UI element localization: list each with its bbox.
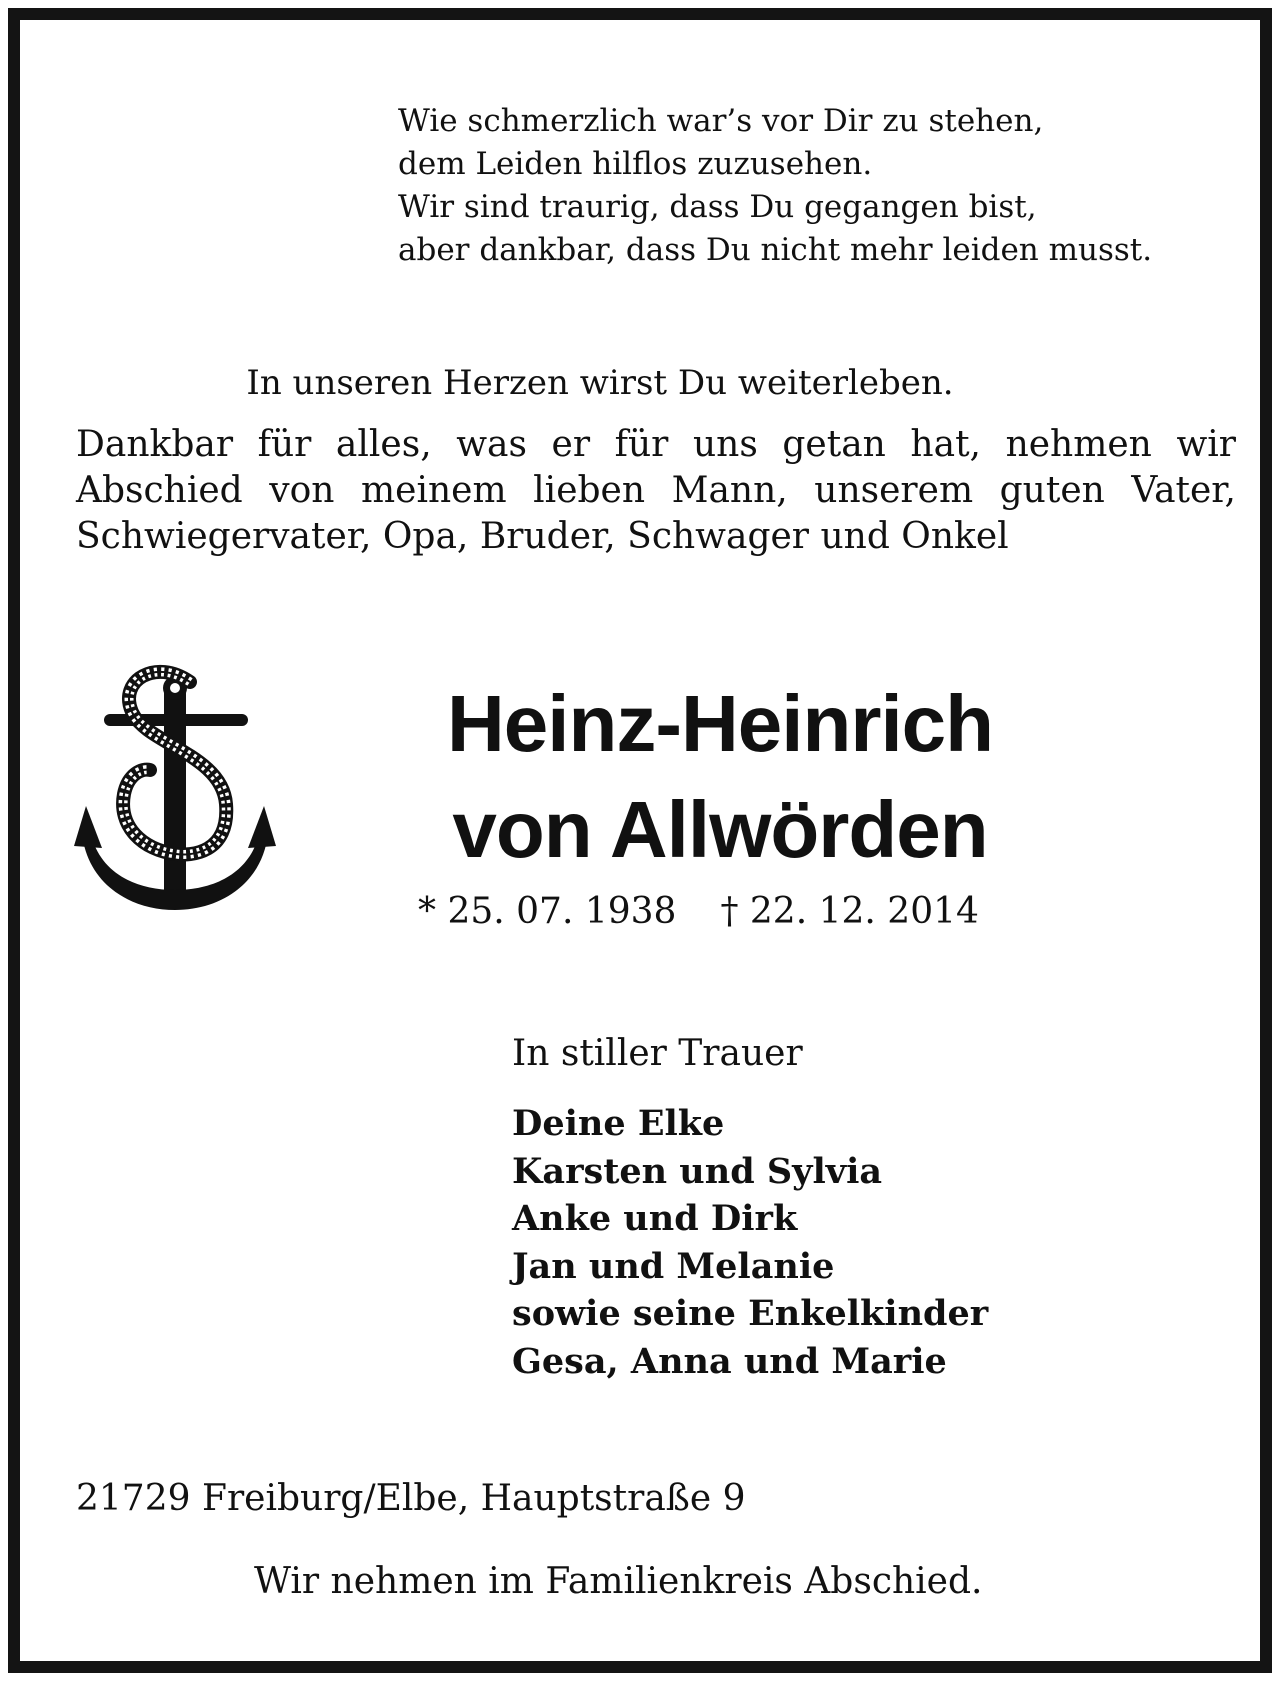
poem-line: dem Leiden hilflos zuzusehen.: [398, 146, 873, 182]
death-date: † 22. 12. 2014: [720, 891, 979, 932]
intro-text: [76, 422, 1236, 560]
intro-line: Abschied von meinem lieben Mann, unserem guten Vater,: [76, 470, 1236, 511]
mourners-list: [512, 1100, 988, 1385]
mourner-line: Karsten und Sylvia: [512, 1150, 883, 1192]
deceased-name-line1: Heinz-Heinrich: [446, 679, 994, 768]
heart-line: [20, 362, 1260, 404]
mourner-line: sowie seine Enkelkinder: [512, 1293, 989, 1334]
poem-line: aber dankbar, dass Du nicht mehr leiden musst.: [398, 232, 1153, 268]
deceased-name-line2: von Allwörden: [452, 785, 988, 874]
life-dates: [418, 890, 979, 934]
mourner-line: Gesa, Anna und Marie: [512, 1340, 947, 1382]
anchor-icon: [72, 658, 292, 930]
mourner-line: Deine Elke: [512, 1103, 725, 1144]
mourner-line: Jan und Melanie: [512, 1245, 835, 1287]
intro-line: Schwiegervater, Opa, Bruder, Schwager und Onkel: [76, 516, 1009, 557]
birth-date: * 25. 07. 1938: [418, 891, 677, 932]
intro-line: Dankbar für alles, was er für uns getan hat, nehmen wir: [76, 424, 1236, 465]
closing-note: Wir nehmen im Familienkreis Abschied.: [254, 1561, 983, 1602]
heart-line-text: In unseren Herzen wirst Du weiterleben.: [246, 363, 954, 403]
poem: [398, 100, 1152, 272]
mourning-intro: In stiller Trauer: [512, 1033, 803, 1074]
poem-line: Wie schmerzlich war’s vor Dir zu stehen,: [398, 103, 1044, 139]
family-address: 21729 Freiburg/Elbe, Hauptstraße 9: [76, 1478, 746, 1519]
poem-line: Wir sind traurig, dass Du gegangen bist,: [398, 189, 1037, 225]
obituary-notice: [8, 8, 1272, 1673]
mourner-line: Anke und Dirk: [512, 1198, 798, 1239]
